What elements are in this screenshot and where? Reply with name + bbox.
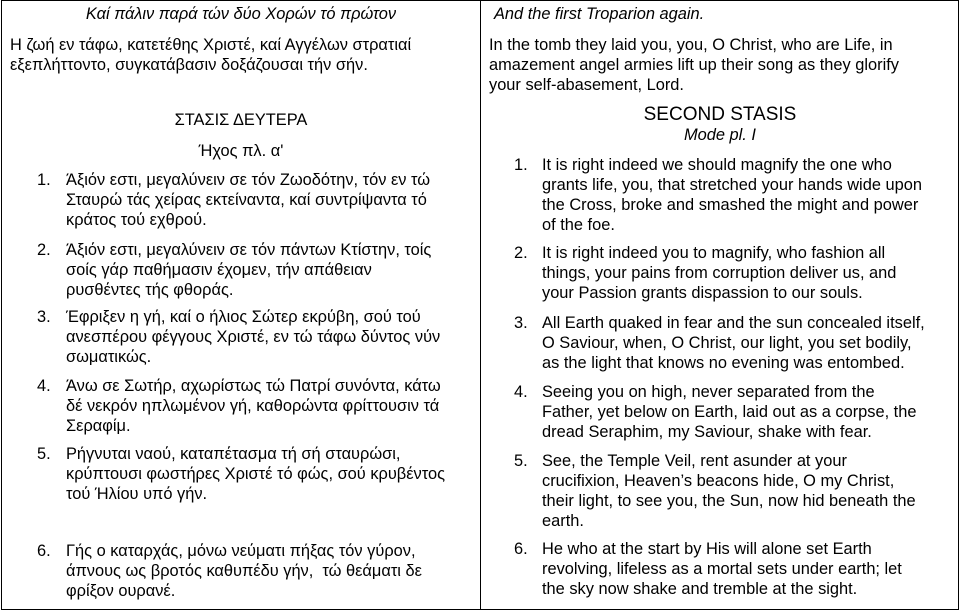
english-column <box>480 0 959 610</box>
greek-verse-line: Έφριξεν η γή, καί ο ήλιος Σώτερ εκρύβη, σού τού <box>66 308 421 326</box>
english-verse-line: dread Seraphim, my Saviour, shake with fear. <box>542 423 872 441</box>
greek-verse-line: Γής ο καταρχάς, μόνω νεύματι πήξας τόν γύρον, <box>66 542 416 560</box>
greek-stasis-heading: ΣΤΑΣΙΣ ΔΕΥΤΕΡΑ <box>174 111 308 129</box>
english-verse-number: 3. <box>514 314 528 332</box>
english-intro-line: In the tomb they laid you, you, O Christ, who are Life, in <box>489 36 893 54</box>
greek-verse-line: κρύπτουσι φωστήρες Χριστέ τό φώς, σού κρυβέντος <box>66 465 445 483</box>
english-verse-number: 5. <box>514 452 528 470</box>
english-verse-line: grants life, you, that stretched your hands wide upon <box>542 176 922 194</box>
greek-verse-number: 5. <box>37 445 51 463</box>
greek-column <box>1 0 480 610</box>
greek-title: Καί πάλιν παρά τών δύο Χορών τό πρώτον <box>85 5 397 23</box>
english-verse-line: It is right indeed you to magnify, who fashion all <box>542 244 886 262</box>
greek-verse-line: φρίξον ουρανέ. <box>66 582 176 600</box>
greek-intro-line: Η ζωή εν τάφω, κατετέθης Χριστέ, καί Αγγέλων στρατιαί <box>10 36 412 54</box>
greek-verse-line: τού Ήλίου υπό γήν. <box>66 485 208 503</box>
english-intro-line: amazement angel armies lift up their song as they glorify <box>489 56 899 74</box>
english-verse-line: of the foe. <box>542 216 615 234</box>
greek-verse-number: 2. <box>37 241 51 259</box>
english-intro-line: your self-abasement, Lord. <box>489 76 684 94</box>
greek-verse-line: Ρήγνυται ναού, καταπέτασμα τή σή σταυρώσι, <box>66 445 401 463</box>
english-verse-line: It is right indeed we should magnify the one who <box>542 156 892 174</box>
greek-verse-line: Άνω σε Σωτήρ, αχωρίστως τώ Πατρί συνόντα, κάτω <box>66 377 441 395</box>
english-verse-line: your Passion grants dispassion to our souls. <box>542 284 863 302</box>
english-verse-number: 2. <box>514 244 528 262</box>
greek-verse-line: Άξιόν εστι, μεγαλύνειν σε τόν πάντων Κτίστην, τοίς <box>66 241 432 259</box>
greek-verse-number: 1. <box>37 171 51 189</box>
greek-verse-line: Σεραφίμ. <box>66 417 131 435</box>
english-verse-line: as the light that knows no evening was entombed. <box>542 354 905 372</box>
english-verse-line: crucifixion, Heaven’s beacons hide, O my Christ, <box>542 472 895 490</box>
greek-verse-line: Σταυρώ τάς χείρας εκτείναντα, καί συντρίψαντα τό <box>66 191 427 209</box>
english-verse-number: 6. <box>514 540 528 558</box>
greek-verse-line: δέ νεκρόν ηπλωμένον γή, καθορώντα φρίττουσιν τά <box>66 397 440 415</box>
english-verse-number: 4. <box>514 383 528 401</box>
english-verse-line: Seeing you on high, never separated from the <box>542 383 875 401</box>
greek-verse-line: κράτος τού εχθρού. <box>66 211 207 229</box>
greek-verse-line: σοίς γάρ παθήμασιν έχομεν, τήν απάθειαν <box>66 261 372 279</box>
english-verse-line: See, the Temple Veil, rent asunder at your <box>542 452 847 470</box>
greek-verse-line: Άξιόν εστι, μεγαλύνειν σε τόν Ζωοδότην, τόν εν τώ <box>66 171 431 189</box>
english-verse-line: All Earth quaked in fear and the sun concealed itself, <box>542 314 925 332</box>
greek-verse-number: 3. <box>37 308 51 326</box>
english-verse-line: the Cross, broke and smashed the might and power <box>542 196 919 214</box>
greek-verse-line: ρυσθέντες τής φθοράς. <box>66 281 234 299</box>
greek-intro-line: εξεπλήττοντο, συγκατάβασιν δοξάζουσαι τήν σήν. <box>10 56 368 74</box>
english-verse-line: their light, to see you, the Sun, now hid beneath the <box>542 492 916 510</box>
english-verse-line: He who at the start by His will alone set Earth <box>542 540 872 558</box>
english-mode: Mode pl. I <box>684 126 756 144</box>
english-title: And the first Troparion again. <box>494 5 705 23</box>
english-verse-line: things, your pains from corruption deliver us, and <box>542 264 897 282</box>
english-verse-line: revolving, lifeless as a mortal sets under earth; let <box>542 560 902 578</box>
greek-verse-number: 4. <box>37 377 51 395</box>
english-verse-line: Father, yet below on Earth, laid out as a corpse, the <box>542 403 917 421</box>
greek-verse-line: σωματικώς. <box>66 348 152 366</box>
english-verse-line: O Saviour, when, O Christ, our light, you set bodily, <box>542 334 912 352</box>
greek-verse-line: άπνους ως βροτός καθυπέδυ γήν, τώ θεάματι δε <box>66 562 422 580</box>
english-stasis-heading: SECOND STASIS <box>643 104 797 125</box>
greek-verse-number: 6. <box>37 542 51 560</box>
english-verse-number: 1. <box>514 156 528 174</box>
english-verse-line: the sky now shake and tremble at the sight. <box>542 580 858 598</box>
greek-verse-line: ανεσπέρου φέγγους Χριστέ, εν τώ τάφω δύντος νύν <box>66 328 441 346</box>
english-verse-line: earth. <box>542 512 584 530</box>
greek-mode: Ήχος πλ. α' <box>198 142 284 160</box>
